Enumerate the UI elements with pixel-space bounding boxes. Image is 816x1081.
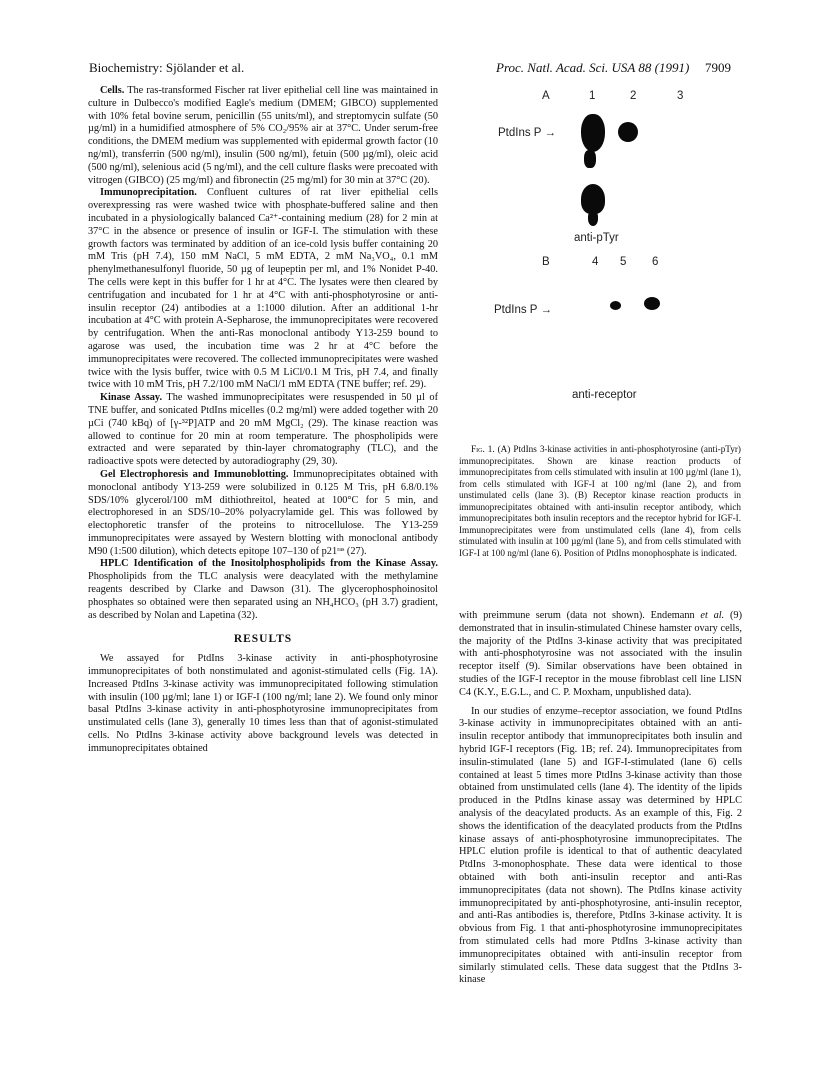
- marker-text: PtdIns P: [498, 127, 542, 139]
- spot-lane-2: [618, 122, 638, 142]
- spot-lane-1-streak: [584, 150, 596, 168]
- paragraph-text: Immunoprecipitates obtained with monoclonal antibody Y13-259 were solubilized in 0.125 M Tris, pH 6.8/0.1% SDS/10% glycerol/100 mM dithiothreitol, heated at 100°C for 5 min, and electrophoresed in an SDS/10–20% polyacrylamide gel. This was followed by electophoretic transfer of the proteins to nitrocellulose. The Y13-259 immunoprecipitates were assayed by Western blotting with monoclonal antibody M90 (1:500 dilution), which detects epitope 107–130 of p21ʳᵃˢ (27).: [88, 468, 438, 557]
- page-number: 7909: [705, 60, 731, 75]
- results-heading: RESULTS: [233, 633, 293, 646]
- journal-citation: Proc. Natl. Acad. Sci. USA 88 (1991): [496, 60, 690, 75]
- panel-b-label: B: [542, 256, 550, 268]
- panel-a-label: A: [542, 90, 550, 102]
- section-heading-cells: Cells.: [100, 85, 125, 96]
- paragraph-gel: [88, 469, 438, 559]
- lane-label-2: 2: [630, 90, 637, 102]
- spot-lane-6: [644, 297, 660, 310]
- figure-1: [452, 80, 742, 401]
- lane-label-5: 5: [620, 256, 627, 268]
- paragraph-cells: [88, 85, 438, 187]
- marker-label-a: [498, 127, 556, 139]
- antibody-label-a: anti-pTyr: [574, 232, 619, 244]
- spot-lane-5: [610, 301, 621, 310]
- lane-label-3: 3: [677, 90, 684, 102]
- antibody-label-b: anti-receptor: [572, 389, 637, 401]
- spot-lane-1-tail: [588, 212, 598, 226]
- paragraph-kinase-assay: [88, 392, 438, 469]
- left-column: [88, 85, 438, 756]
- caption-lead: Fig. 1.: [471, 444, 495, 454]
- figure-caption: [459, 444, 741, 559]
- spot-lane-1-upper: [581, 114, 605, 152]
- paragraph-right-2: In our studies of enzyme–receptor association, we found PtdIns 3-kinase activity in immunoprecipitates obtained with an anti-insulin receptor antibody that immunoprecipitates both insulin and hybrid IGF-I receptors (Fig. 1B; ref. 24). Immunoprecipitates from insulin-stimulated (lane 5) and IGF-I-stimulated (lane 6) cells contained at least 5 times more PtdIns 3-kinase activity than those obtained from unstimulated cells (lane 4). The identity of the lipids produced in the PtdIns kinase assay was determined by HPLC analysis of the deacylated products. As an example of this, Fig. 2 shows the identification of the deacylated products from the PtdIns kinase assays of anti-phosphotyrosine immunoprecipitates. The HPLC elution profile is identical to that of authentic deacylated PtdIns 3-monophosphate. These data were identical to those obtained with both anti-insulin receptor and anti-Ras immunoprecipitates (data not shown). The PtdIns kinase activity immunoprecipitated by anti-phosphotyrosine, anti-insulin receptor, and anti-Ras antibodies is, therefore, PtdIns 3-kinase activity. It is obvious from Fig. 1 that anti-phosphotyrosine immunoprecipitates from stimulated cells had more PtdIns 3-kinase activity than immunoprecipitates obtained with anti-insulin receptor from similarly stimulated cells. These data suggest that the PtdIns 3-kinase: [459, 705, 742, 986]
- paragraph-text: (9) demonstrated that in insulin-stimulated Chinese hamster ovary cells, the majority of the PtdIns 3-kinase activity that was precipitated with anti-phosphotyrosine was not associated with the insulin receptor itself (9). Similar observations have been obtained in studies of the IGF-I receptor in the mouse fibroblast cell line LISN C4 (K.Y., E.G.L., and C. P. Moxham, unpublished data).: [459, 610, 742, 698]
- spot-lane-1-lower: [581, 184, 605, 214]
- paragraph-hplc: [88, 558, 438, 622]
- running-head-authors: Biochemistry: Sjölander et al.: [89, 60, 245, 75]
- arrow-right-icon: →: [540, 304, 552, 316]
- arrow-right-icon: →: [544, 127, 556, 139]
- section-heading-gel: Gel Electrophoresis and Immunoblotting.: [100, 468, 289, 480]
- caption-text: (A) PtdIns 3-kinase activities in anti-phosphotyrosine (anti-pTyr) immunoprecipitates. Shown are kinase reaction products of immunoprecipitates from cells stimulated with insulin at 100 µg/ml (lane 1), from cells stimulated with IGF-I at 100 ng/ml (lane 2), and from unstimulated cells (lane 3). (B) Receptor kinase reaction products in immunoprecipitates obtained with anti-insulin receptor antibody, which immunoprecipitates both insulin receptors and the receptor hybrid for IGF-I. Immunoprecipitates were from unstimulated cells (lane 4), from cells stimulated with insulin at 100 µg/ml (lane 5), and from cells stimulated with IGF-I at 100 ng/ml (lane 6). Position of PtdIns monophosphate is indicated.: [459, 444, 741, 558]
- running-head-journal: [496, 60, 731, 76]
- lane-label-4: 4: [592, 256, 599, 268]
- paragraph-immunoprecipitation: [88, 187, 438, 392]
- paragraph-right-1: [459, 610, 742, 700]
- paragraph-text: Confluent cultures of rat liver epithelial cells overexpressing ras were washed twice with phosphate-buffered saline and then incubated in a physiologically balanced Ca²⁺-containing medium (28) for 2 min at 37°C in the absence or presence of insulin or IGF-I. The stimulation with these growth factors was terminated by addition of an ice-cold lysis buffer containing 20 mM Tris (pH 7.4), 150 mM NaCl, 5 mM EDTA, 2 mM Na₃VO₄, 0.1 mM phenylmethanesulfonyl fluoride, 50 µg of leupeptin per ml, and 1% Nonidet P-40. The cells were kept in this buffer for 1 hr at 4°C. The lysates were then cleared by centrifugation and incubated for 1 hr at 4°C with anti-phosphotyrosine or anti-insulin receptor (24) antibodies at a 1:1000 dilution. After an additional 1-hr incubation at 4°C with protein A-Sepharose, the immunoprecipitates were recovered by centrifugation. When the anti-Ras monoclonal antibody Y13-259 bound to agarose was used, the incubation time was 2 hr at 4°C before the immunoprecipitates were recovered. The collected immunoprecipitates were washed twice with the lysis buffer, twice with 0.5 M LiCl/0.1 M Tris, pH 7.4, and finally twice with 10 mM Tris, pH 7.2/100 mM NaCl/1 mM EDTA (TNE buffer; ref. 29).: [88, 187, 438, 391]
- paragraph-text-italic: et al.: [700, 610, 725, 621]
- section-heading-kinase-assay: Kinase Assay.: [100, 392, 163, 404]
- lane-label-1: 1: [589, 90, 596, 102]
- paragraph-text: The ras-transformed Fischer rat liver epithelial cell line was maintained in culture in Dulbecco's modified Eagle's medium (DMEM; GIBCO) supplemented with 10% fetal bovine serum, penicillin (55 units/ml), and streptomycin sulfate (50 µg/ml) in a humidified atmosphere of 5% CO₂/95% air at 37°C. Under serum-free conditions, the DMEM medium was supplemented with epidermal growth factor (10 ng/ml), transferrin (500 ng/ml), insulin (500 ng/ml), fetuin (500 µg/ml), oleic acid (500 ng/ml), selenious acid (5 ng/ml), and the cell culture flasks were precoated with vitrogen (GIBCO) (25 mg/ml) and fibronectin (25 mg/ml) for 30 min at 37°C (20).: [88, 85, 438, 186]
- right-column: [459, 610, 742, 987]
- section-heading-hplc: HPLC Identification of the Inositolphospholipids from the Kinase Assay.: [100, 558, 438, 570]
- section-heading-immunoprecipitation: Immunoprecipitation.: [100, 187, 197, 199]
- paragraph-results-1: We assayed for PtdIns 3-kinase activity in anti-phosphotyrosine immunoprecipitates of both nonstimulated and agonist-stimulated cells (Fig. 1A). Increased PtdIns 3-kinase activity was immunoprecipitated following stimulation with insulin (100 µg/ml; lane 1) or IGF-I (100 ng/ml; lane 2). We found only minor basal PtdIns 3-kinase activity in anti-phosphotyrosine immunoprecipitates from unstimulated cells (lane 3), generally 10 times less than that of agonist-stimulated cells. No PtdIns 3-kinase activity above background levels was detected in immunoprecipitates obtained: [88, 653, 438, 754]
- caption-paragraph: [459, 444, 741, 559]
- marker-text: PtdIns P: [494, 304, 538, 316]
- lane-label-6: 6: [652, 256, 659, 268]
- paragraph-text: with preimmune serum (data not shown). Endemann: [459, 610, 701, 621]
- marker-label-b: [494, 304, 552, 316]
- paragraph-text: Phospholipids from the TLC analysis were deacylated with the methylamine reagents described by Clarke and Dawson (31). The glycerophosphoinositol phosphates so obtained were then separated using an NH₄HCO₃ (pH 3.7) gradient, as described by Nolan and Lapetina (32).: [88, 571, 438, 621]
- paragraph-text: The washed immunoprecipitates were resuspended in 50 µl of TNE buffer, and sonicated PtdIns micelles (0.2 mg/ml) were added together with 20 µCi (740 kBq) of [γ-³²P]ATP and 20 mM MgCl₂ (29). The kinase reaction was allowed to continue for 20 min at room temperature. The phospholipids were extracted and were separated by thin-layer chromatography (TLC), and the radioactive spots were detected by autoradiography (29, 30).: [88, 392, 438, 468]
